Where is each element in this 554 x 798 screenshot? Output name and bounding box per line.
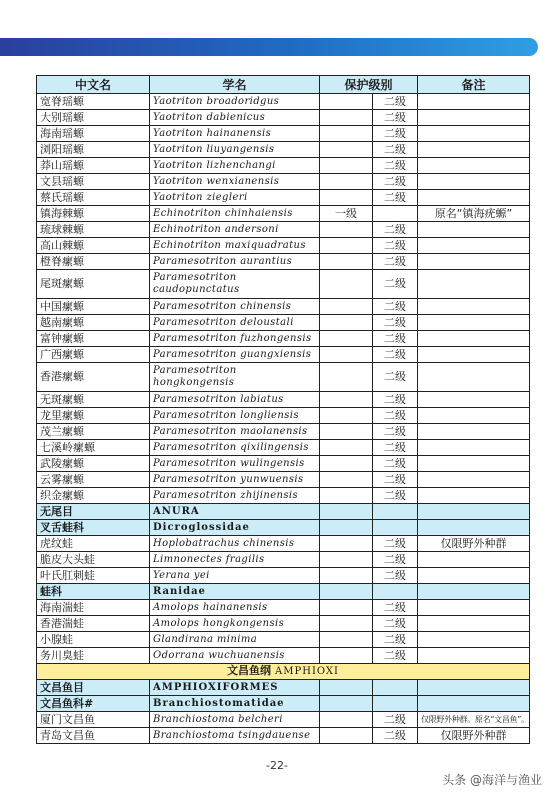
chinese-name-cell: 厦门文昌鱼	[37, 712, 150, 728]
chinese-name-cell: 广西瘰螈	[37, 347, 150, 363]
protection-level-1-cell	[320, 315, 373, 331]
remarks-cell	[418, 126, 530, 142]
scientific-name-cell: Branchiostoma belcheri	[150, 712, 320, 728]
protection-level-2-cell: 二级	[373, 728, 418, 744]
table-row	[37, 315, 530, 331]
table-row	[37, 190, 530, 206]
chinese-name-cell: 七溪岭瘰螈	[37, 440, 150, 456]
protection-level-1-cell	[320, 94, 373, 110]
protection-level-1-cell	[320, 299, 373, 315]
remarks-cell	[418, 568, 530, 584]
remarks-cell	[418, 632, 530, 648]
protection-level-1-cell	[320, 254, 373, 270]
remarks-cell	[418, 456, 530, 472]
table-row	[37, 712, 530, 728]
scientific-name-cell: Paramesotriton guangxiensis	[150, 347, 320, 363]
taxon-group-chinese: 文昌鱼目	[37, 680, 150, 696]
taxon-group-latin: Dicroglossidae	[150, 520, 320, 536]
scientific-name-cell: Paramesotriton longliensis	[150, 408, 320, 424]
protection-level-1-cell	[320, 347, 373, 363]
protection-level-2-cell: 二级	[373, 222, 418, 238]
chinese-name-cell: 海南湍蛙	[37, 600, 150, 616]
scientific-name-cell: Yerana yei	[150, 568, 320, 584]
table-row	[37, 270, 530, 299]
chinese-name-cell: 海南瑶螈	[37, 126, 150, 142]
empty-cell	[320, 584, 373, 600]
protection-level-2-cell: 二级	[373, 299, 418, 315]
protection-level-2-cell: 二级	[373, 347, 418, 363]
scientific-name-cell: Amolops hongkongensis	[150, 616, 320, 632]
remarks-cell	[418, 363, 530, 392]
chinese-name-cell: 莽山瑶螈	[37, 158, 150, 174]
protection-level-2-cell: 二级	[373, 488, 418, 504]
empty-cell	[320, 680, 373, 696]
taxon-group-row	[37, 696, 530, 712]
protection-level-1-cell	[320, 424, 373, 440]
scientific-name-cell: Paramesotriton zhijinensis	[150, 488, 320, 504]
table-row	[37, 568, 530, 584]
protection-level-2-cell: 二级	[373, 142, 418, 158]
table-row	[37, 347, 530, 363]
chinese-name-cell: 青岛文昌鱼	[37, 728, 150, 744]
protection-level-1-cell	[320, 568, 373, 584]
chinese-name-cell: 大别瑶螈	[37, 110, 150, 126]
protection-level-1-cell	[320, 222, 373, 238]
chinese-name-cell: 浏阳瑶螈	[37, 142, 150, 158]
protection-level-1-cell	[320, 174, 373, 190]
table-row	[37, 616, 530, 632]
remarks-cell	[418, 158, 530, 174]
scientific-name-cell: Yaotriton hainanensis	[150, 126, 320, 142]
col-protection-level: 保护级别	[320, 76, 418, 94]
scientific-name-cell: Paramesotriton yunwuensis	[150, 472, 320, 488]
table-row	[37, 142, 530, 158]
chinese-name-cell: 织金瘰螈	[37, 488, 150, 504]
scientific-name-cell: Branchiostoma tsingdauense	[150, 728, 320, 744]
protection-level-2-cell: 二级	[373, 600, 418, 616]
chinese-name-cell: 小腺蛙	[37, 632, 150, 648]
remarks-cell	[418, 392, 530, 408]
taxon-class-row	[37, 664, 530, 680]
taxon-group-row	[37, 520, 530, 536]
taxon-group-chinese: 蛙科	[37, 584, 150, 600]
protection-level-2-cell: 二级	[373, 456, 418, 472]
protection-level-2-cell: 二级	[373, 94, 418, 110]
chinese-name-cell: 中国瘰螈	[37, 299, 150, 315]
taxon-group-latin: ANURA	[150, 504, 320, 520]
scientific-name-cell: Echinotriton chinhaiensis	[150, 206, 320, 222]
remarks-cell	[418, 222, 530, 238]
table-row	[37, 632, 530, 648]
chinese-name-cell: 橙脊瘰螈	[37, 254, 150, 270]
taxon-group-chinese: 无尾目	[37, 504, 150, 520]
chinese-name-cell: 脆皮大头蛙	[37, 552, 150, 568]
scientific-name-epithet: caudopunctatus	[153, 284, 240, 295]
chinese-name-cell: 尾斑瘰螈	[37, 270, 150, 299]
taxon-group-latin: Branchiostomatidae	[150, 696, 320, 712]
scientific-name-cell: Paramesotriton fuzhongensis	[150, 331, 320, 347]
protection-level-1-cell	[320, 190, 373, 206]
chinese-name-cell: 香港湍蛙	[37, 616, 150, 632]
taxon-group-row	[37, 584, 530, 600]
remarks-cell	[418, 110, 530, 126]
table-row	[37, 158, 530, 174]
taxon-group-latin: AMPHIOXIFORMES	[150, 680, 320, 696]
table-row	[37, 456, 530, 472]
empty-cell	[373, 680, 418, 696]
scientific-name-cell: Paramesotriton maolanensis	[150, 424, 320, 440]
remarks-cell: 原名“镇海疣螈”	[418, 206, 530, 222]
empty-cell	[373, 696, 418, 712]
protection-level-2-cell: 二级	[373, 424, 418, 440]
chinese-name-cell: 越南瘰螈	[37, 315, 150, 331]
table-row	[37, 536, 530, 552]
remarks-cell	[418, 648, 530, 664]
table-row	[37, 728, 530, 744]
scientific-name-cell: Glandirana minima	[150, 632, 320, 648]
chinese-name-cell: 蔡氏瑶螈	[37, 190, 150, 206]
protection-level-2-cell: 二级	[373, 238, 418, 254]
remarks-cell	[418, 331, 530, 347]
remarks-cell	[418, 472, 530, 488]
col-scientific-name: 学名	[150, 76, 320, 94]
protection-level-1-cell	[320, 238, 373, 254]
page-number: -22-	[266, 759, 288, 772]
scientific-name-cell: Paramesotriton chinensis	[150, 299, 320, 315]
empty-cell	[418, 696, 530, 712]
taxon-class-chinese: 文昌鱼纲	[227, 664, 272, 677]
remarks-cell	[418, 488, 530, 504]
protection-level-2-cell: 二级	[373, 616, 418, 632]
table-row	[37, 238, 530, 254]
table-row	[37, 648, 530, 664]
chinese-name-cell: 叶氏肛刺蛙	[37, 568, 150, 584]
table-row	[37, 424, 530, 440]
taxon-group-chinese: 文昌鱼科#	[37, 696, 150, 712]
remarks-cell	[418, 190, 530, 206]
scientific-name-genus: Paramesotriton	[153, 365, 237, 376]
chinese-name-cell: 务川臭蛙	[37, 648, 150, 664]
protection-level-2-cell: 二级	[373, 440, 418, 456]
protection-level-2-cell: 二级	[373, 270, 418, 299]
empty-cell	[373, 504, 418, 520]
protection-level-1-cell	[320, 363, 373, 392]
remarks-cell	[418, 616, 530, 632]
protection-level-1-cell	[320, 600, 373, 616]
empty-cell	[320, 504, 373, 520]
protection-level-1-cell	[320, 456, 373, 472]
remarks-cell	[418, 238, 530, 254]
table-row	[37, 408, 530, 424]
remarks-cell: 仅限野外种群。原名“文昌鱼”。	[418, 712, 530, 728]
protection-level-2-cell: 二级	[373, 408, 418, 424]
empty-cell	[418, 584, 530, 600]
watermark: 头条 @海洋与渔业	[442, 773, 542, 787]
table-row	[37, 363, 530, 392]
table-row	[37, 472, 530, 488]
remarks-cell	[418, 94, 530, 110]
protection-level-1-cell	[320, 331, 373, 347]
protection-level-1-cell	[320, 392, 373, 408]
scientific-name-cell: Limnonectes fragilis	[150, 552, 320, 568]
empty-cell	[320, 696, 373, 712]
empty-cell	[418, 520, 530, 536]
empty-cell	[320, 520, 373, 536]
remarks-cell	[418, 270, 530, 299]
protection-level-1-cell	[320, 552, 373, 568]
table-row	[37, 299, 530, 315]
protection-level-1-cell	[320, 142, 373, 158]
table-row	[37, 110, 530, 126]
table-row	[37, 254, 530, 270]
table-row	[37, 126, 530, 142]
scientific-name-cell: Echinotriton andersoni	[150, 222, 320, 238]
scientific-name-cell: Yaotriton liuyangensis	[150, 142, 320, 158]
chinese-name-cell: 无斑瘰螈	[37, 392, 150, 408]
protection-level-2-cell: 二级	[373, 632, 418, 648]
protection-level-1-cell	[320, 126, 373, 142]
protection-level-1-cell	[320, 440, 373, 456]
protection-level-1-cell	[320, 110, 373, 126]
empty-cell	[373, 584, 418, 600]
taxon-group-chinese: 叉舌蛙科	[37, 520, 150, 536]
protection-level-2-cell: 二级	[373, 536, 418, 552]
scientific-name-epithet: hongkongensis	[153, 377, 235, 388]
remarks-cell	[418, 600, 530, 616]
scientific-name-cell: Yaotriton dabienicus	[150, 110, 320, 126]
protection-level-1-cell	[320, 158, 373, 174]
col-chinese-name: 中文名	[37, 76, 150, 94]
scientific-name-cell	[150, 270, 320, 299]
remarks-cell	[418, 347, 530, 363]
chinese-name-cell: 镇海棘螈	[37, 206, 150, 222]
remarks-cell: 仅限野外种群	[418, 536, 530, 552]
chinese-name-cell: 富钟瘰螈	[37, 331, 150, 347]
protection-level-1-cell	[320, 408, 373, 424]
chinese-name-cell: 虎纹蛙	[37, 536, 150, 552]
protection-level-1-cell	[320, 648, 373, 664]
remarks-cell	[418, 424, 530, 440]
empty-cell	[418, 504, 530, 520]
protection-level-2-cell: 二级	[373, 472, 418, 488]
protection-level-2-cell: 二级	[373, 126, 418, 142]
scientific-name-cell: Hoplobatrachus chinensis	[150, 536, 320, 552]
table-row	[37, 552, 530, 568]
scientific-name-cell: Yaotriton wenxianensis	[150, 174, 320, 190]
protection-level-2-cell: 二级	[373, 363, 418, 392]
protection-level-1-cell	[320, 728, 373, 744]
taxon-class-latin: AMPHIOXI	[275, 666, 339, 677]
table-body	[37, 94, 530, 744]
protection-level-2-cell: 二级	[373, 392, 418, 408]
remarks-cell	[418, 440, 530, 456]
table-row	[37, 488, 530, 504]
scientific-name-cell: Yaotriton broadoridgus	[150, 94, 320, 110]
scientific-name-cell: Paramesotriton aurantius	[150, 254, 320, 270]
chinese-name-cell: 武陵瘰螈	[37, 456, 150, 472]
chinese-name-cell: 宽脊瑶螈	[37, 94, 150, 110]
protection-level-1-cell	[320, 616, 373, 632]
remarks-cell	[418, 254, 530, 270]
protection-level-1-cell	[320, 472, 373, 488]
empty-cell	[373, 520, 418, 536]
scientific-name-cell	[150, 363, 320, 392]
chinese-name-cell: 茂兰瘰螈	[37, 424, 150, 440]
chinese-name-cell: 琉球棘螈	[37, 222, 150, 238]
protection-level-2-cell: 二级	[373, 552, 418, 568]
remarks-cell: 仅限野外种群	[418, 728, 530, 744]
taxon-class-cell	[37, 664, 530, 680]
protection-level-2-cell: 二级	[373, 190, 418, 206]
protection-level-1-cell	[320, 712, 373, 728]
table-row	[37, 331, 530, 347]
table-row	[37, 94, 530, 110]
scientific-name-cell: Yaotriton ziegleri	[150, 190, 320, 206]
protection-level-2-cell: 二级	[373, 158, 418, 174]
table-header-row	[37, 76, 530, 94]
protection-level-1-cell: 一级	[320, 206, 373, 222]
remarks-cell	[418, 552, 530, 568]
table-row	[37, 440, 530, 456]
protection-level-2-cell: 二级	[373, 712, 418, 728]
chinese-name-cell: 香港瘰螈	[37, 363, 150, 392]
taxon-group-latin: Ranidae	[150, 584, 320, 600]
protection-level-2-cell: 二级	[373, 254, 418, 270]
table-row	[37, 174, 530, 190]
scientific-name-genus: Paramesotriton	[153, 272, 237, 283]
protection-level-1-cell	[320, 488, 373, 504]
scientific-name-cell: Paramesotriton wulingensis	[150, 456, 320, 472]
protection-level-2-cell: 二级	[373, 648, 418, 664]
table-row	[37, 392, 530, 408]
col-remarks: 备注	[418, 76, 530, 94]
scientific-name-cell: Yaotriton lizhenchangi	[150, 158, 320, 174]
protection-level-2-cell: 二级	[373, 331, 418, 347]
taxon-group-row	[37, 680, 530, 696]
protection-level-2-cell: 二级	[373, 110, 418, 126]
protection-level-1-cell	[320, 270, 373, 299]
protection-level-1-cell	[320, 536, 373, 552]
scientific-name-cell: Paramesotriton deloustali	[150, 315, 320, 331]
chinese-name-cell: 龙里瘰螈	[37, 408, 150, 424]
protection-level-1-cell	[320, 632, 373, 648]
chinese-name-cell: 高山棘螈	[37, 238, 150, 254]
protection-level-2-cell: 二级	[373, 174, 418, 190]
chinese-name-cell: 文县瑶螈	[37, 174, 150, 190]
table-row	[37, 206, 530, 222]
scientific-name-cell: Amolops hainanensis	[150, 600, 320, 616]
table-row	[37, 600, 530, 616]
remarks-cell	[418, 174, 530, 190]
species-table	[36, 75, 530, 744]
scientific-name-cell: Paramesotriton qixilingensis	[150, 440, 320, 456]
protection-level-2-cell	[373, 206, 418, 222]
remarks-cell	[418, 315, 530, 331]
protection-level-2-cell: 二级	[373, 315, 418, 331]
remarks-cell	[418, 142, 530, 158]
scientific-name-cell: Paramesotriton labiatus	[150, 392, 320, 408]
empty-cell	[418, 680, 530, 696]
scientific-name-cell: Echinotriton maxiquadratus	[150, 238, 320, 254]
taxon-group-row	[37, 504, 530, 520]
protection-level-2-cell: 二级	[373, 568, 418, 584]
scientific-name-cell: Odorrana wuchuanensis	[150, 648, 320, 664]
chinese-name-cell: 云雾瘰螈	[37, 472, 150, 488]
header-band	[0, 38, 538, 56]
table-row	[37, 222, 530, 238]
remarks-cell	[418, 408, 530, 424]
remarks-cell	[418, 299, 530, 315]
